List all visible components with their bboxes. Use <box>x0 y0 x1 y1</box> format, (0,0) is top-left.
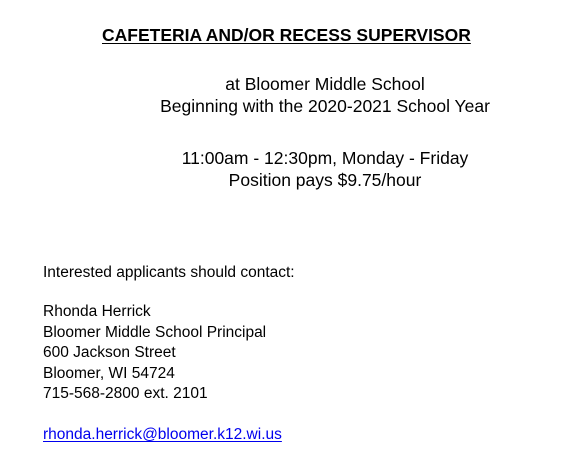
contact-name: Rhonda Herrick <box>43 303 151 320</box>
work-hours: 11:00am - 12:30pm, Monday - Friday <box>181 148 469 168</box>
position-details <box>0 73 584 117</box>
start-date: Beginning with the 2020-2021 School Year <box>160 96 490 116</box>
school-location: at Bloomer Middle School <box>225 74 425 94</box>
contact-intro: Interested applicants should contact: <box>43 264 295 281</box>
contact-city: Bloomer, WI 54724 <box>43 364 175 382</box>
contact-email-link[interactable]: rhonda.herrick@bloomer.k12.wi.us <box>43 426 282 443</box>
contact-role: Bloomer Middle School Principal <box>43 323 267 341</box>
contact-phone: 715-568-2800 ext. 2101 <box>43 385 208 402</box>
contact-street: 600 Jackson Street <box>43 344 176 361</box>
posting-title: CAFETERIA AND/OR RECESS SUPERVISOR <box>102 25 471 45</box>
contact-info <box>43 302 266 405</box>
schedule-and-pay <box>0 147 584 191</box>
pay-rate: Position pays $9.75/hour <box>228 170 422 190</box>
